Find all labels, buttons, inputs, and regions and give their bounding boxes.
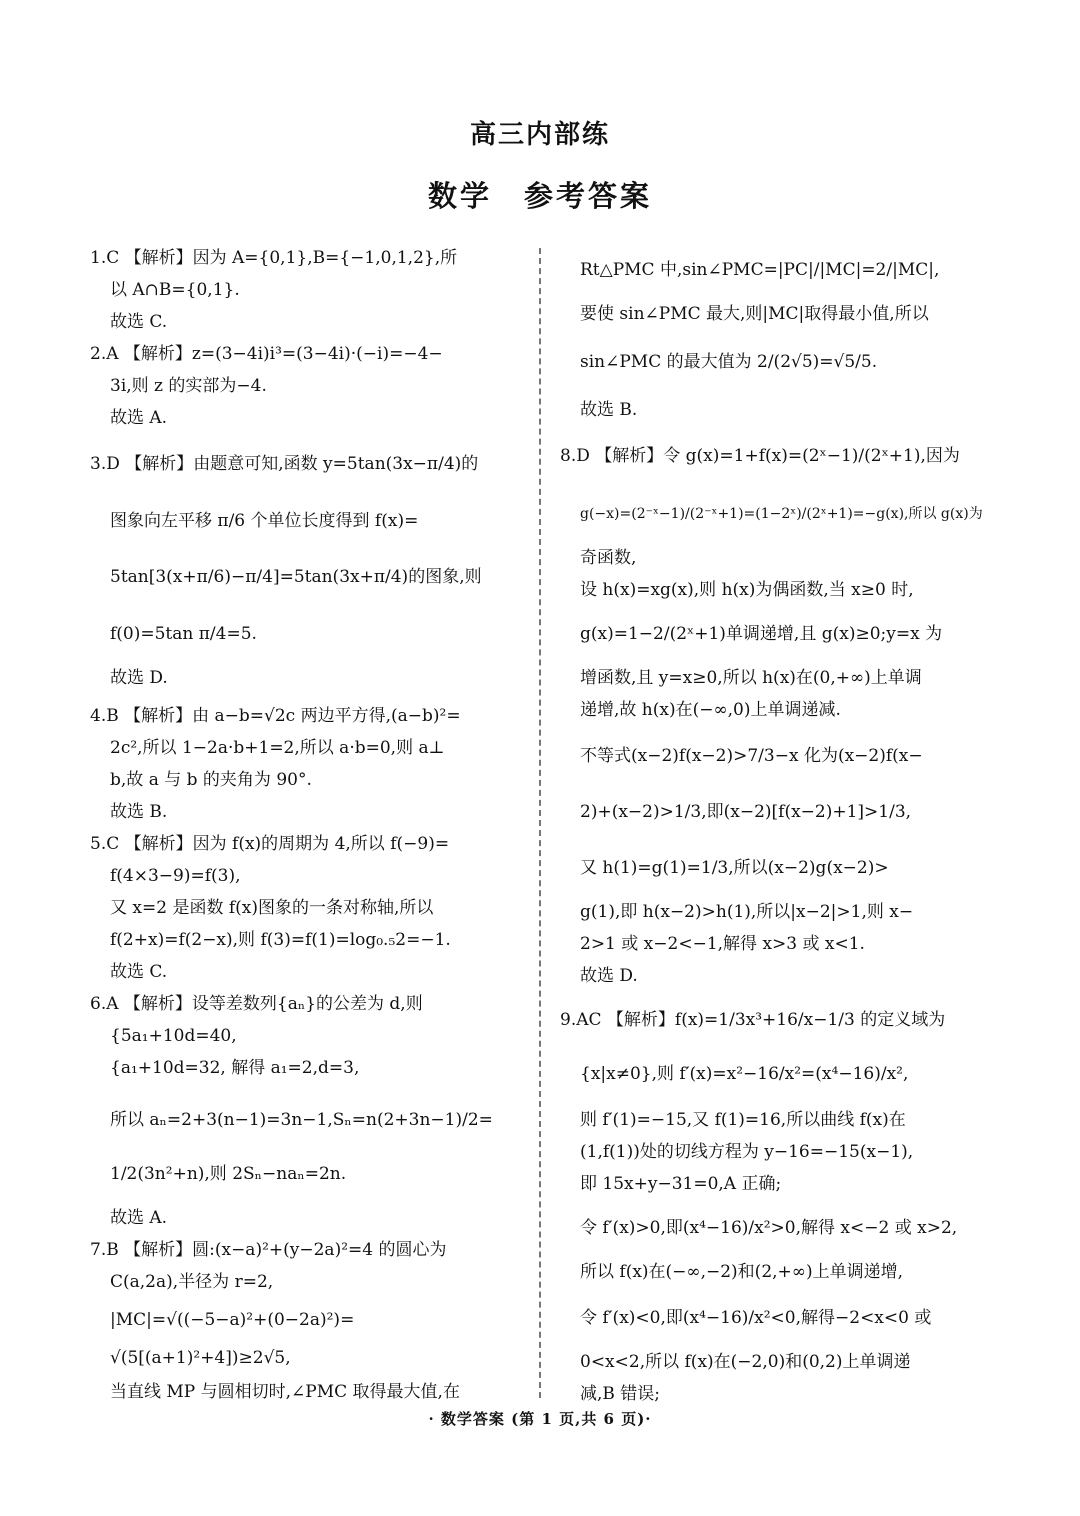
answer-line: b,故 a 与 b 的夹角为 90°. (110, 770, 312, 790)
answer-line: 故选 D. (110, 668, 168, 688)
answer-line: 故选 D. (580, 966, 638, 986)
answer-line: {x|x≠0},则 f′(x)=x²−16/x²=(x⁴−16)/x², (580, 1064, 909, 1084)
answer-line: |MC|=√((−5−a)²+(0−2a)²)= (110, 1310, 355, 1330)
page-title: 高三内部练 (469, 120, 610, 150)
answer-line: 减,B 错误; (580, 1384, 661, 1404)
answer-line: 7.B 【解析】圆:(x−a)²+(y−2a)²=4 的圆心为 (90, 1240, 447, 1260)
answer-line: 又 h(1)=g(1)=1/3,所以(x−2)g(x−2)> (580, 858, 889, 878)
column-divider (539, 248, 541, 1398)
answer-line: 2)+(x−2)>1/3,即(x−2)[f(x−2)+1]>1/3, (580, 802, 912, 822)
answer-line: 3i,则 z 的实部为−4. (110, 376, 267, 396)
answer-line: g(1),即 h(x−2)>h(1),所以|x−2|>1,则 x− (580, 902, 914, 922)
answer-line: 递增,故 h(x)在(−∞,0)上单调递减. (580, 700, 841, 720)
answer-line: 增函数,且 y=x≥0,所以 h(x)在(0,+∞)上单调 (580, 668, 922, 688)
answer-line: 奇函数, (580, 548, 637, 568)
page-subtitle: 数学 参考答案 (427, 179, 652, 213)
answer-line: 故选 B. (110, 802, 168, 822)
answer-line: f(2+x)=f(2−x),则 f(3)=f(1)=log₀.₅2=−1. (110, 930, 451, 950)
answer-line: g(−x)=(2⁻ˣ−1)/(2⁻ˣ+1)=(1−2ˣ)/(2ˣ+1)=−g(x),所以 g(x)为 (580, 506, 983, 522)
answer-line: g(x)=1−2/(2ˣ+1)单调递增,且 g(x)≥0;y=x 为 (580, 624, 943, 644)
answer-line: 则 f′(1)=−15,又 f(1)=16,所以曲线 f(x)在 (580, 1110, 906, 1130)
answer-line: {5a₁+10d=40, (110, 1026, 237, 1046)
answer-line: C(a,2a),半径为 r=2, (110, 1272, 274, 1292)
answer-line: 故选 C. (110, 962, 168, 982)
answer-line: 5tan[3(x+π/6)−π/4]=5tan(3x+π/4)的图象,则 (110, 567, 482, 587)
answer-line: 0<x<2,所以 f(x)在(−2,0)和(0,2)上单调递 (580, 1352, 911, 1372)
answer-line: 不等式(x−2)f(x−2)>7/3−x 化为(x−2)f(x− (580, 746, 923, 766)
answer-line: 6.A 【解析】设等差数列{aₙ}的公差为 d,则 (90, 994, 423, 1014)
answer-line: 1.C 【解析】因为 A={0,1},B={−1,0,1,2},所 (90, 248, 458, 268)
answer-line: 要使 sin∠PMC 最大,则|MC|取得最小值,所以 (580, 304, 929, 324)
answer-line: 令 f′(x)>0,即(x⁴−16)/x²>0,解得 x<−2 或 x>2, (580, 1218, 958, 1238)
answer-line: f(4×3−9)=f(3), (110, 866, 241, 886)
answer-line: 即 15x+y−31=0,A 正确; (580, 1174, 782, 1194)
answer-line: 以 A∩B={0,1}. (110, 280, 240, 300)
answer-line: 所以 aₙ=2+3(n−1)=3n−1,Sₙ=n(2+3n−1)/2= (110, 1110, 493, 1130)
answer-line: 2c²,所以 1−2a·b+1=2,所以 a·b=0,则 a⊥ (110, 738, 445, 758)
answer-line: 设 h(x)=xg(x),则 h(x)为偶函数,当 x≥0 时, (580, 580, 914, 600)
answer-line: 2.A 【解析】z=(3−4i)i³=(3−4i)·(−i)=−4− (90, 344, 443, 364)
answer-line: 故选 B. (580, 400, 638, 420)
answer-line: 故选 C. (110, 312, 168, 332)
answer-line: 3.D 【解析】由题意可知,函数 y=5tan(3x−π/4)的 (90, 454, 479, 474)
answer-line: {a₁+10d=32, 解得 a₁=2,d=3, (110, 1058, 360, 1078)
answer-line: 9.AC 【解析】f(x)=1/3x³+16/x−1/3 的定义域为 (560, 1010, 946, 1030)
answer-line: 又 x=2 是函数 f(x)图象的一条对称轴,所以 (110, 898, 434, 918)
answer-line: 故选 A. (110, 408, 168, 428)
answer-line: 故选 A. (110, 1208, 168, 1228)
answer-line: 令 f′(x)<0,即(x⁴−16)/x²<0,解得−2<x<0 或 (580, 1308, 932, 1328)
page-footer: · 数学答案 (第 1 页,共 6 页)· (428, 1410, 652, 1428)
answer-line: √(5[(a+1)²+4])≥2√5, (110, 1348, 291, 1368)
answer-line: 所以 f(x)在(−∞,−2)和(2,+∞)上单调递增, (580, 1262, 903, 1282)
answer-line: 4.B 【解析】由 a−b=√2c 两边平方得,(a−b)²= (90, 706, 461, 726)
answer-line: sin∠PMC 的最大值为 2/(2√5)=√5/5. (580, 352, 878, 372)
answer-line: Rt△PMC 中,sin∠PMC=|PC|/|MC|=2/|MC|, (580, 260, 940, 280)
answer-line: 图象向左平移 π/6 个单位长度得到 f(x)= (110, 511, 419, 531)
answer-line: f(0)=5tan π/4=5. (110, 624, 257, 644)
answer-line: 当直线 MP 与圆相切时,∠PMC 取得最大值,在 (110, 1382, 460, 1402)
answer-line: 1/2(3n²+n),则 2Sₙ−naₙ=2n. (110, 1164, 347, 1184)
answer-line: 2>1 或 x−2<−1,解得 x>3 或 x<1. (580, 934, 865, 954)
answer-line: 5.C 【解析】因为 f(x)的周期为 4,所以 f(−9)= (90, 834, 450, 854)
answer-line: 8.D 【解析】令 g(x)=1+f(x)=(2ˣ−1)/(2ˣ+1),因为 (560, 446, 960, 466)
answer-line: (1,f(1))处的切线方程为 y−16=−15(x−1), (580, 1142, 914, 1162)
